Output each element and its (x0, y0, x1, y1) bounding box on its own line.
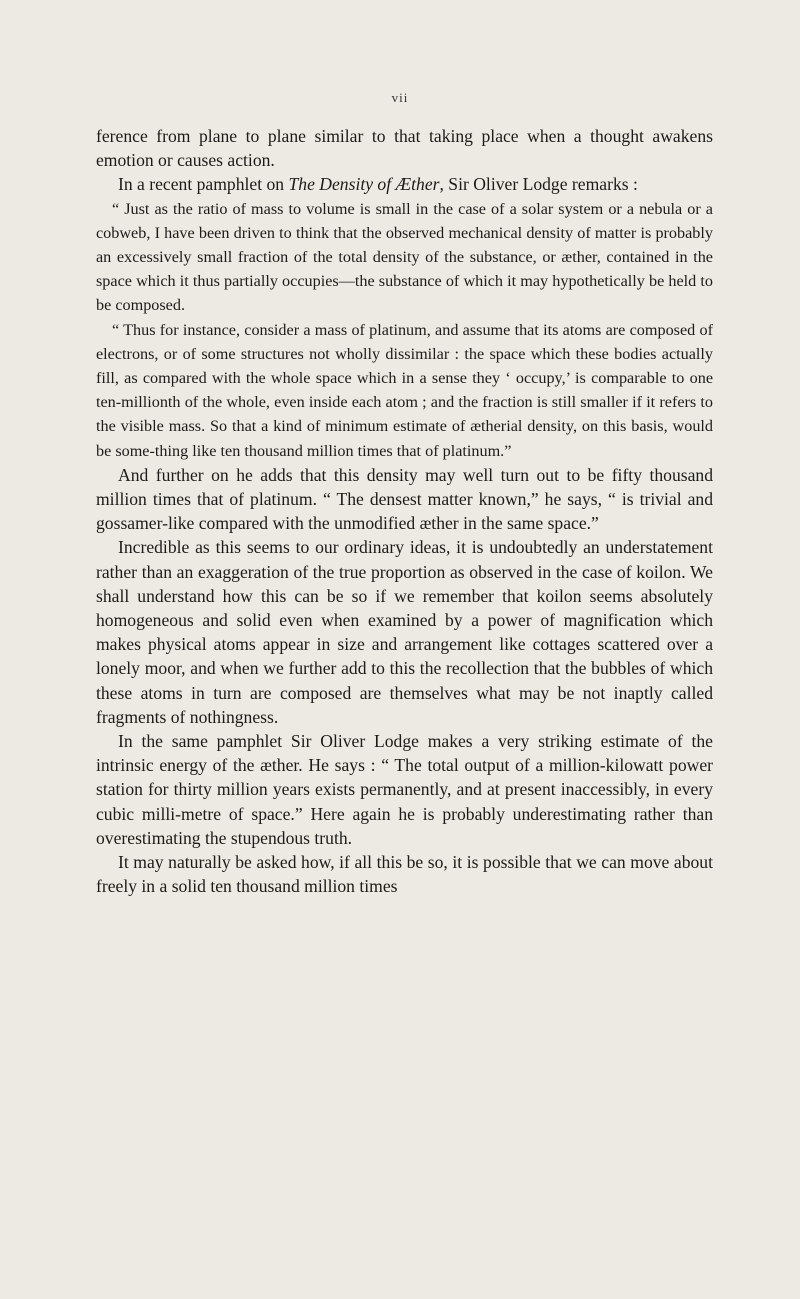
quote-paragraph-1: “ Just as the ratio of mass to volume is small in the case of a solar system or a nebula or a cobweb, I have been driven to think that the observed mechanical density of matter is probably an excessively small fraction of the total density of the substance, or æther, contained in the space which it thus partially occupies—the substance of which it may hypothetically be held to be composed. (96, 199, 713, 315)
paragraph-incredible: Incredible as this seems to our ordinary ideas, it is undoubtedly an understatement rather than an exaggeration of the true proportion as observed in the case of koilon. We shall understand how this can be so if we remember that koilon seems absolutely homogeneous and solid even when examined by a power of magnification which makes physical atoms appear in size and arrangement like cottages scattered over a lonely moor, and when we further add to this the recollection that the bubbles of which these atoms in turn are composed are themselves what may be not inaptly called fragments of nothingness. (96, 537, 713, 727)
paragraph-continuation: ference from plane to plane similar to that taking place when a thought awakens emotion or causes action. (96, 126, 713, 171)
intro-text-after: , Sir Oliver Lodge remarks : (439, 174, 638, 195)
body-text (96, 124, 713, 899)
pamphlet-title: The Density of Æther (288, 174, 440, 195)
paragraph-question: It may naturally be asked how, if all this be so, it is possible that we can move about freely in a solid ten thousand million times (96, 852, 713, 897)
page-number: vii (391, 90, 409, 105)
paragraph-intro (96, 172, 713, 196)
paragraph-intrinsic-energy: In the same pamphlet Sir Oliver Lodge makes a very striking estimate of the intrinsic energy of the æther. He says : “ The total output of a million-kilowatt power station for thirty million years exists permanently, and at present inaccessibly, in every cubic milli-metre of space.” Here again he is probably underestimating rather than overestimating the stupendous truth. (96, 731, 713, 848)
paragraph-further: And further on he adds that this density may well turn out to be fifty thousand million times that of platinum. “ The densest matter known,” he says, “ is trivial and gossamer-like compared with the unmodified æther in the same space.” (96, 464, 713, 534)
intro-text-before: In a recent pamphlet on (118, 174, 289, 195)
quote-paragraph-2: “ Thus for instance, consider a mass of platinum, and assume that its atoms are composed of electrons, or of some structures not wholly dissimilar : the space which these bodies actually fill, as compared with the whole space which in a sense they ‘ occupy,’ is comparable to one ten-millionth of the whole, even inside each atom ; and the fraction is still smaller if it refers to the visible mass. So that a kind of minimum estimate of ætherial density, on this basis, would be some-thing like ten thousand million times that of platinum.” (96, 320, 713, 460)
